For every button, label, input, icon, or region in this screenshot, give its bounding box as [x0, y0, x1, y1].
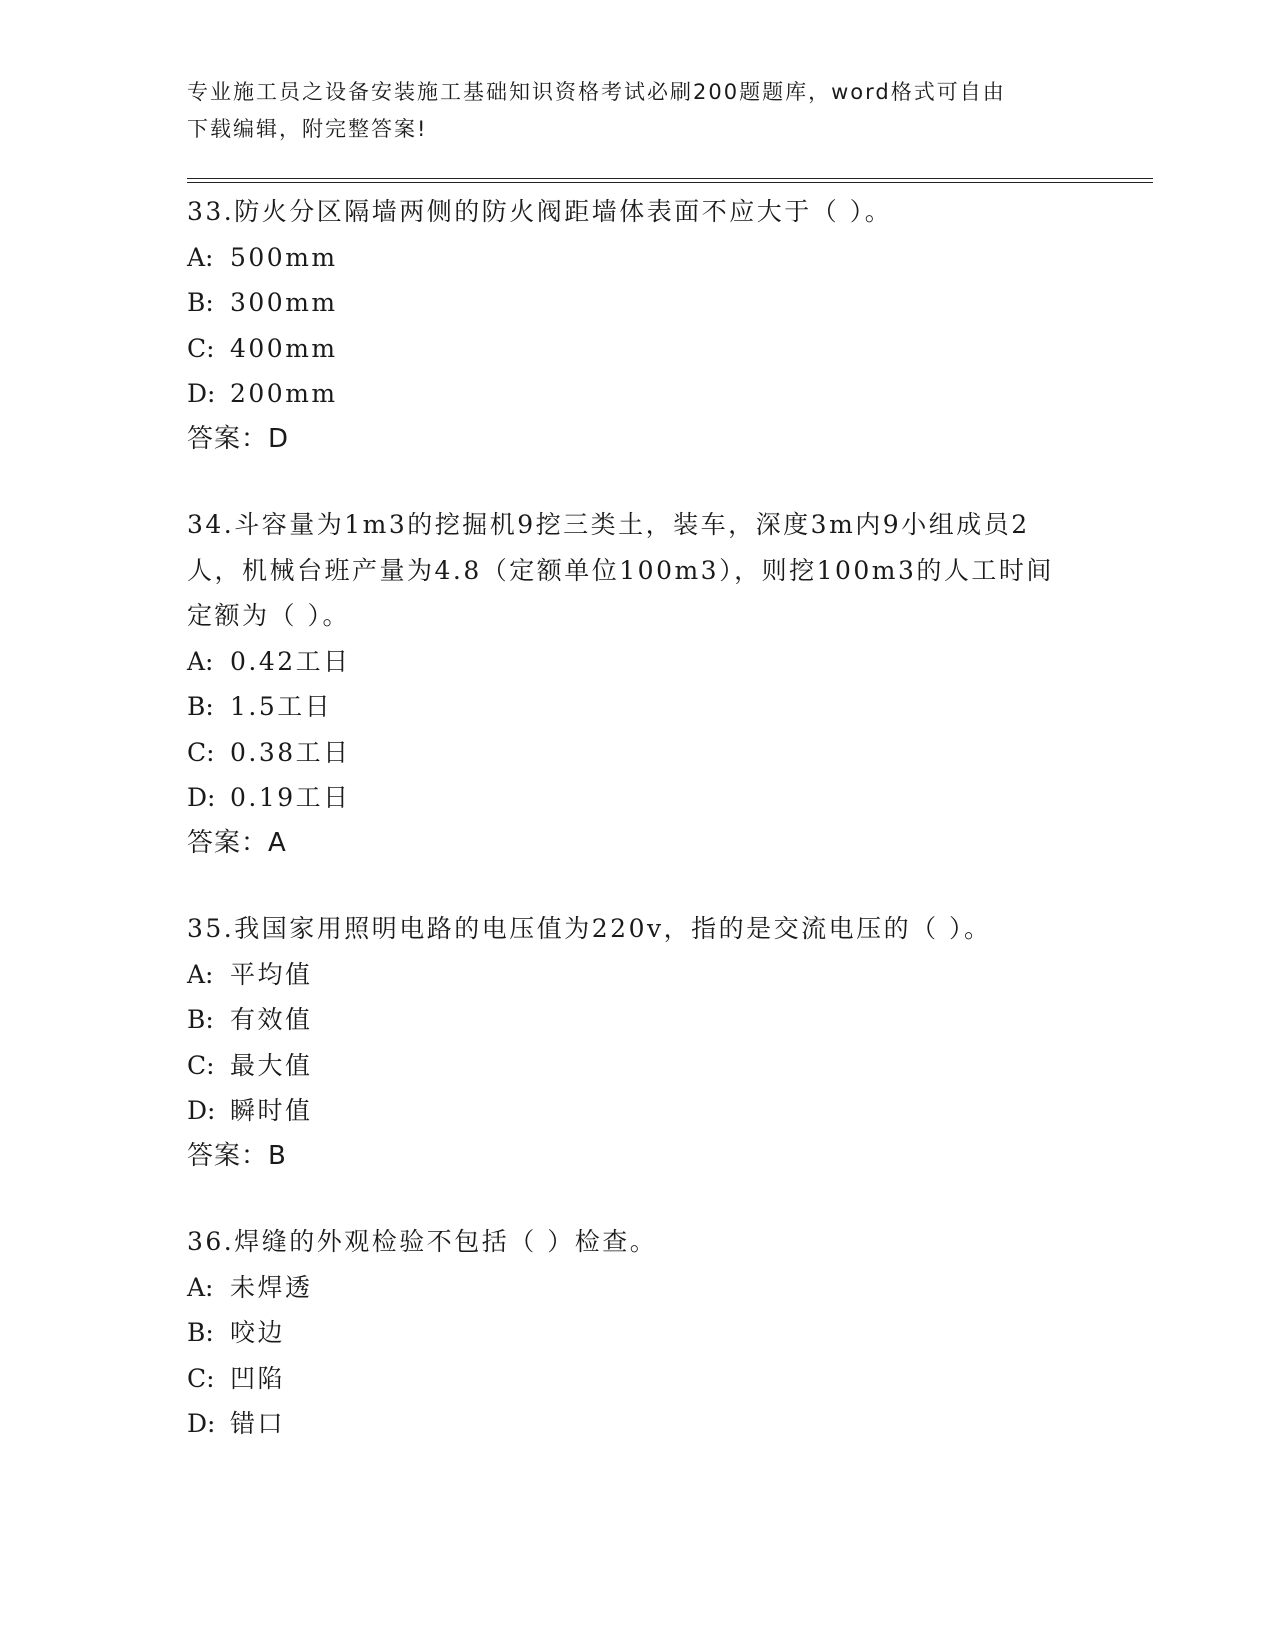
- option-letter: C:: [187, 1363, 215, 1393]
- header-rule-top: [187, 178, 1153, 179]
- option-letter: D:: [187, 379, 216, 408]
- question-stem: 36.焊缝的外观检验不包括（ ）检查。: [187, 1227, 658, 1256]
- option-text: 平均值: [230, 959, 313, 989]
- question-33: [187, 189, 1087, 462]
- question-stem: 33.防火分区隔墙两侧的防火阀距墙体表面不应大于（ ）。: [187, 197, 893, 226]
- option-text: 500mm: [230, 242, 338, 272]
- option-c: [187, 730, 1087, 776]
- answer-text: 答案：A: [187, 827, 287, 858]
- option-c: [187, 326, 1087, 372]
- option-b: [187, 1310, 1087, 1356]
- option-c: [187, 1043, 1087, 1089]
- option-text: 400mm: [230, 333, 338, 363]
- option-text: 200mm: [230, 379, 338, 408]
- option-text: 错口: [230, 1409, 286, 1438]
- answer-text: 答案：B: [187, 1140, 287, 1171]
- header-line-1: 专业施工员之设备安装施工基础知识资格考试必刷200题题库，word格式可自由: [187, 80, 1006, 104]
- option-text: 0.19工日: [230, 783, 351, 812]
- header-rule-bottom: [187, 182, 1153, 183]
- option-text: 0.38工日: [230, 737, 351, 767]
- option-letter: D:: [187, 783, 216, 812]
- option-d: [187, 775, 1087, 821]
- option-d: [187, 1401, 1087, 1447]
- option-a: [187, 639, 1087, 685]
- option-letter: D:: [187, 1409, 216, 1438]
- header-line-2: 下载编辑，附完整答案!: [187, 117, 428, 141]
- option-a: [187, 235, 1087, 281]
- option-letter: C:: [187, 1050, 215, 1080]
- option-text: 有效值: [230, 1005, 313, 1034]
- option-text: 未焊透: [230, 1272, 313, 1302]
- option-d: [187, 371, 1087, 417]
- document-header: [187, 74, 1067, 148]
- option-text: 1.5工日: [230, 692, 333, 721]
- option-c: [187, 1356, 1087, 1402]
- option-b: [187, 997, 1087, 1043]
- option-text: 0.42工日: [230, 646, 351, 676]
- option-letter: A:: [187, 242, 214, 272]
- question-list: [187, 189, 1087, 1487]
- question-36: [187, 1219, 1087, 1447]
- option-letter: A:: [187, 1272, 214, 1302]
- option-text: 凹陷: [230, 1363, 286, 1393]
- option-a: [187, 952, 1087, 998]
- option-letter: A:: [187, 959, 214, 989]
- option-text: 瞬时值: [230, 1096, 313, 1125]
- question-35: [187, 906, 1087, 1179]
- option-letter: B:: [187, 692, 214, 721]
- option-a: [187, 1265, 1087, 1311]
- option-text: 300mm: [230, 288, 338, 317]
- option-letter: C:: [187, 333, 215, 363]
- option-letter: A:: [187, 646, 214, 676]
- option-b: [187, 684, 1087, 730]
- option-letter: D:: [187, 1096, 216, 1125]
- option-text: 最大值: [230, 1050, 313, 1080]
- option-letter: B:: [187, 1005, 214, 1034]
- option-letter: B:: [187, 1318, 214, 1347]
- option-text: 咬边: [230, 1318, 286, 1347]
- question-34: [187, 502, 1087, 866]
- option-d: [187, 1088, 1087, 1134]
- option-b: [187, 280, 1087, 326]
- question-stem: 35.我国家用照明电路的电压值为220v，指的是交流电压的（ ）。: [187, 914, 992, 943]
- question-stem: 34.斗容量为1m3的挖掘机9挖三类土，装车，深度3m内9小组成员2人，机械台班产量为4.8（定额单位100m3），则挖100m3的人工时间定额为（ ）。: [187, 510, 1054, 630]
- option-letter: B:: [187, 288, 214, 317]
- answer-text: 答案：D: [187, 423, 290, 454]
- option-letter: C:: [187, 737, 215, 767]
